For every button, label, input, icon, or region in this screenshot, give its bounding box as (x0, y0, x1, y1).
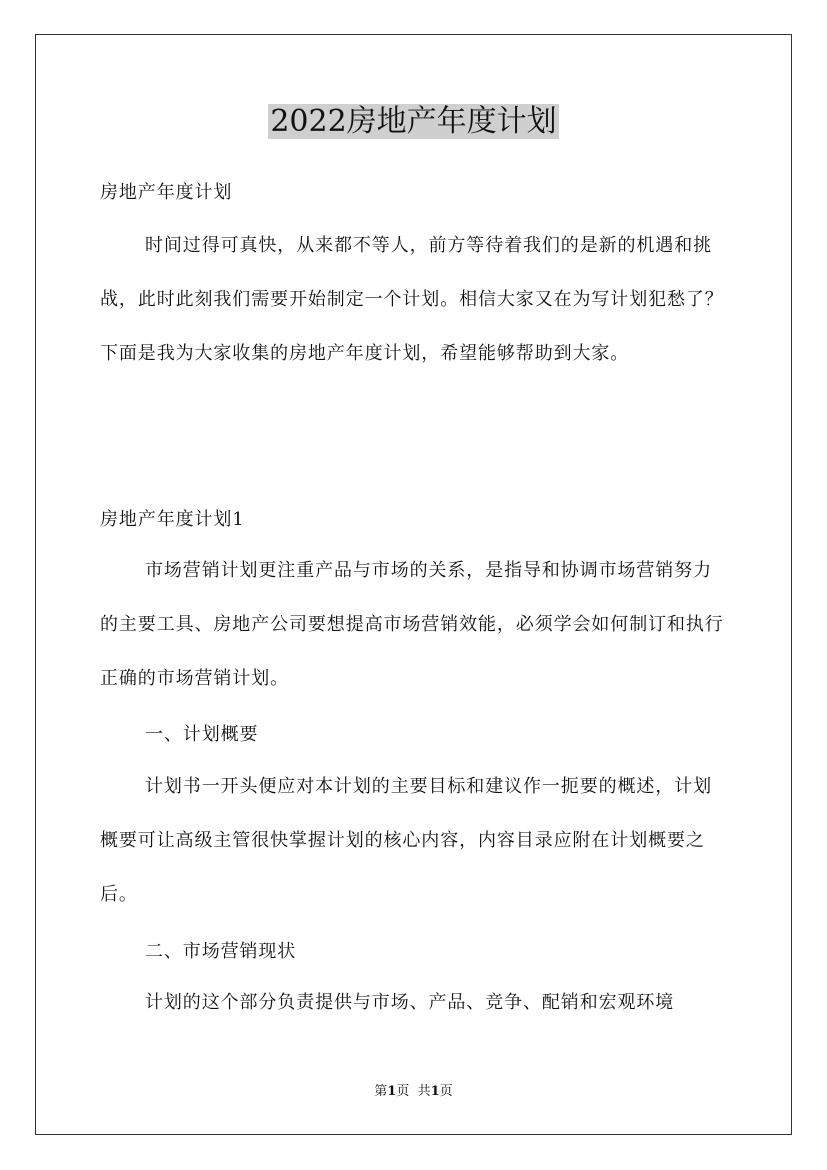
section1-paragraph (100, 544, 728, 706)
footer-page-suffix: 页 (396, 1084, 410, 1099)
document-title-text: 2022房地产年度计划 (270, 104, 557, 139)
section1-heading: 房地产年度计划1 (100, 509, 245, 530)
footer-total-prefix: 共 (417, 1084, 431, 1099)
footer-total-number: 1 (430, 1084, 440, 1099)
footer-page-prefix: 第 (374, 1084, 388, 1099)
section1-text: 市场营销计划更注重产品与市场的关系，是指导和协调市场营销努力的主要工具、房地产公司要想提高市场营销效能，必须学会如何制订和执行正确的市场营销计划。 (100, 560, 724, 689)
subsection2-paragraph (100, 976, 728, 1030)
intro-text: 时间过得可真快，从来都不等人，前方等待着我们的是新的机遇和挑战，此时此刻我们需要开始制定一个计划。相信大家又在为写计划犯愁了？下面是我为大家收集的房地产年度计划，希望能够帮助到大家。 (100, 235, 724, 364)
intro-paragraph (100, 219, 728, 381)
footer-page-number: 1 (387, 1084, 397, 1099)
subsection1-heading: 一、计划概要 (145, 724, 259, 745)
subsection1-text: 计划书一开头便应对本计划的主要目标和建议作一扼要的概述，计划概要可让高级主管很快掌握计划的核心内容，内容目录应附在计划概要之后。 (100, 776, 712, 905)
subsection2-text: 计划的这个部分负责提供与市场、产品、竞争、配销和宏观环境 (145, 992, 675, 1013)
document-title (0, 102, 827, 142)
subsection1-paragraph (100, 760, 728, 922)
document-subtitle: 房地产年度计划 (100, 182, 233, 203)
footer-total-suffix: 页 (439, 1084, 453, 1099)
subsection2-heading: 二、市场营销现状 (145, 941, 297, 962)
page-footer (0, 1084, 827, 1100)
